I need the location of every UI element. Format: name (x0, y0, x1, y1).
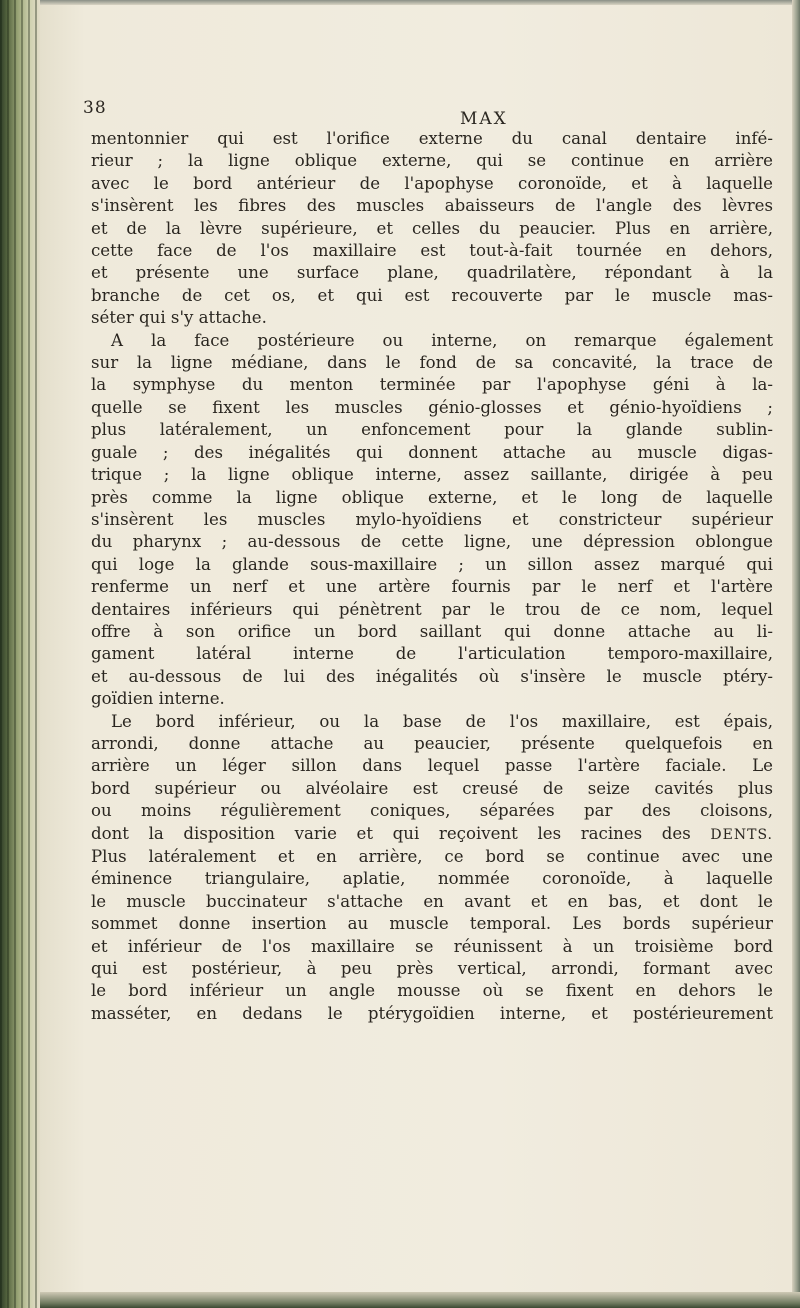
text-line: éminence triangulaire, aplatie, nommée coronoïde, à laquelle (91, 869, 773, 889)
text-line: séter qui s'y attache. (91, 308, 267, 328)
text-line: quelle se fixent les muscles génio-glosses et génio-hyoïdiens ; (91, 397, 773, 417)
text-line-segment: dont la disposition varie et qui reçoivent les racines des (91, 823, 691, 843)
text-line: qui est postérieur, à peu près vertical, arrondi, formant avec (91, 959, 773, 979)
text-line: mentonnier qui est l'orifice externe du canal dentaire infé- (91, 129, 773, 148)
text-line: ou moins régulièrement coniques, séparées par des cloisons, (91, 801, 773, 821)
text-line (91, 823, 773, 846)
text-line: bord supérieur ou alvéolaire est creusé de seize cavités plus (91, 778, 773, 798)
spine-stripes (0, 0, 40, 1308)
page-right-edge (792, 0, 800, 1308)
text-line: et inférieur de l'os maxillaire se réunissent à un troisième bord (91, 936, 773, 956)
text-line: Le bord inférieur, ou la base de l'os maxillaire, est épais, (111, 711, 773, 731)
text-line: du pharynx ; au-dessous de cette ligne, une dépression oblongue (91, 532, 773, 552)
text-line: renferme un nerf et une artère fournis par le nerf et l'artère (91, 577, 773, 597)
text-line: s'insèrent les muscles mylo-hyoïdiens et constricteur supérieur (91, 509, 773, 529)
text-line: qui loge la glande sous-maxillaire ; un sillon assez marqué qui (91, 554, 773, 574)
text-line: cette face de l'os maxillaire est tout-à-fait tournée en dehors, (91, 241, 773, 261)
page-number: 38 (83, 98, 107, 118)
text-line: le muscle buccinateur s'attache en avant et en bas, et dont le (91, 891, 773, 911)
text-line: trique ; la ligne oblique interne, assez saillante, dirigée à peu (91, 465, 773, 485)
running-head: MAX (460, 109, 508, 129)
text-line: sur la ligne médiane, dans le fond de sa concavité, la trace de (91, 353, 773, 373)
cross-reference: DENTS. (710, 826, 773, 843)
text-line: Plus latéralement et en arrière, ce bord se continue avec une (91, 847, 773, 866)
text-line: près comme la ligne oblique externe, et le long de laquelle (91, 487, 773, 507)
page-bottom-edge (40, 1292, 800, 1308)
text-line: le bord inférieur un angle mousse où se fixent en dehors le (91, 981, 773, 1001)
text-line: branche de cet os, et qui est recouverte par le muscle mas- (91, 285, 773, 305)
text-line: arrondi, donne attache au peaucier, présente quelquefois en (91, 733, 773, 753)
page-top-edge (40, 0, 792, 5)
text-line: rieur ; la ligne oblique externe, qui se continue en arrière (91, 151, 773, 171)
text-line: sommet donne insertion au muscle temporal. Les bords supérieur (91, 914, 773, 934)
text-line: et présente une surface plane, quadrilatère, répondant à la (91, 263, 773, 283)
text-line: offre à son orifice un bord saillant qui donne attache au li- (91, 621, 773, 641)
text-line: masséter, en dedans le ptérygoïdien interne, et postérieurement (91, 1003, 773, 1023)
text-line: arrière un léger sillon dans lequel passe l'artère faciale. Le (91, 756, 773, 776)
text-line: dentaires inférieurs qui pénètrent par le trou de ce nom, lequel (91, 599, 773, 619)
text-line: et au-dessous de lui des inégalités où s'insère le muscle ptéry- (91, 666, 773, 686)
text-line: gament latéral interne de l'articulation temporo-maxillaire, (91, 644, 773, 664)
body-text (91, 128, 773, 1025)
text-line: la symphyse du menton terminée par l'apophyse géni à la- (91, 375, 773, 395)
text-line: s'insèrent les fibres des muscles abaisseurs de l'angle des lèvres (91, 196, 773, 216)
text-line: et de la lèvre supérieure, et celles du peaucier. Plus en arrière, (91, 218, 773, 238)
text-line: plus latéralement, un enfoncement pour la glande sublin- (91, 420, 773, 440)
text-line: guale ; des inégalités qui donnent attache au muscle digas- (91, 442, 773, 462)
text-line: goïdien interne. (91, 689, 225, 709)
text-line: avec le bord antérieur de l'apophyse coronoïde, et à laquelle (91, 173, 773, 193)
text-line: A la face postérieure ou interne, on remarque également (111, 330, 773, 350)
